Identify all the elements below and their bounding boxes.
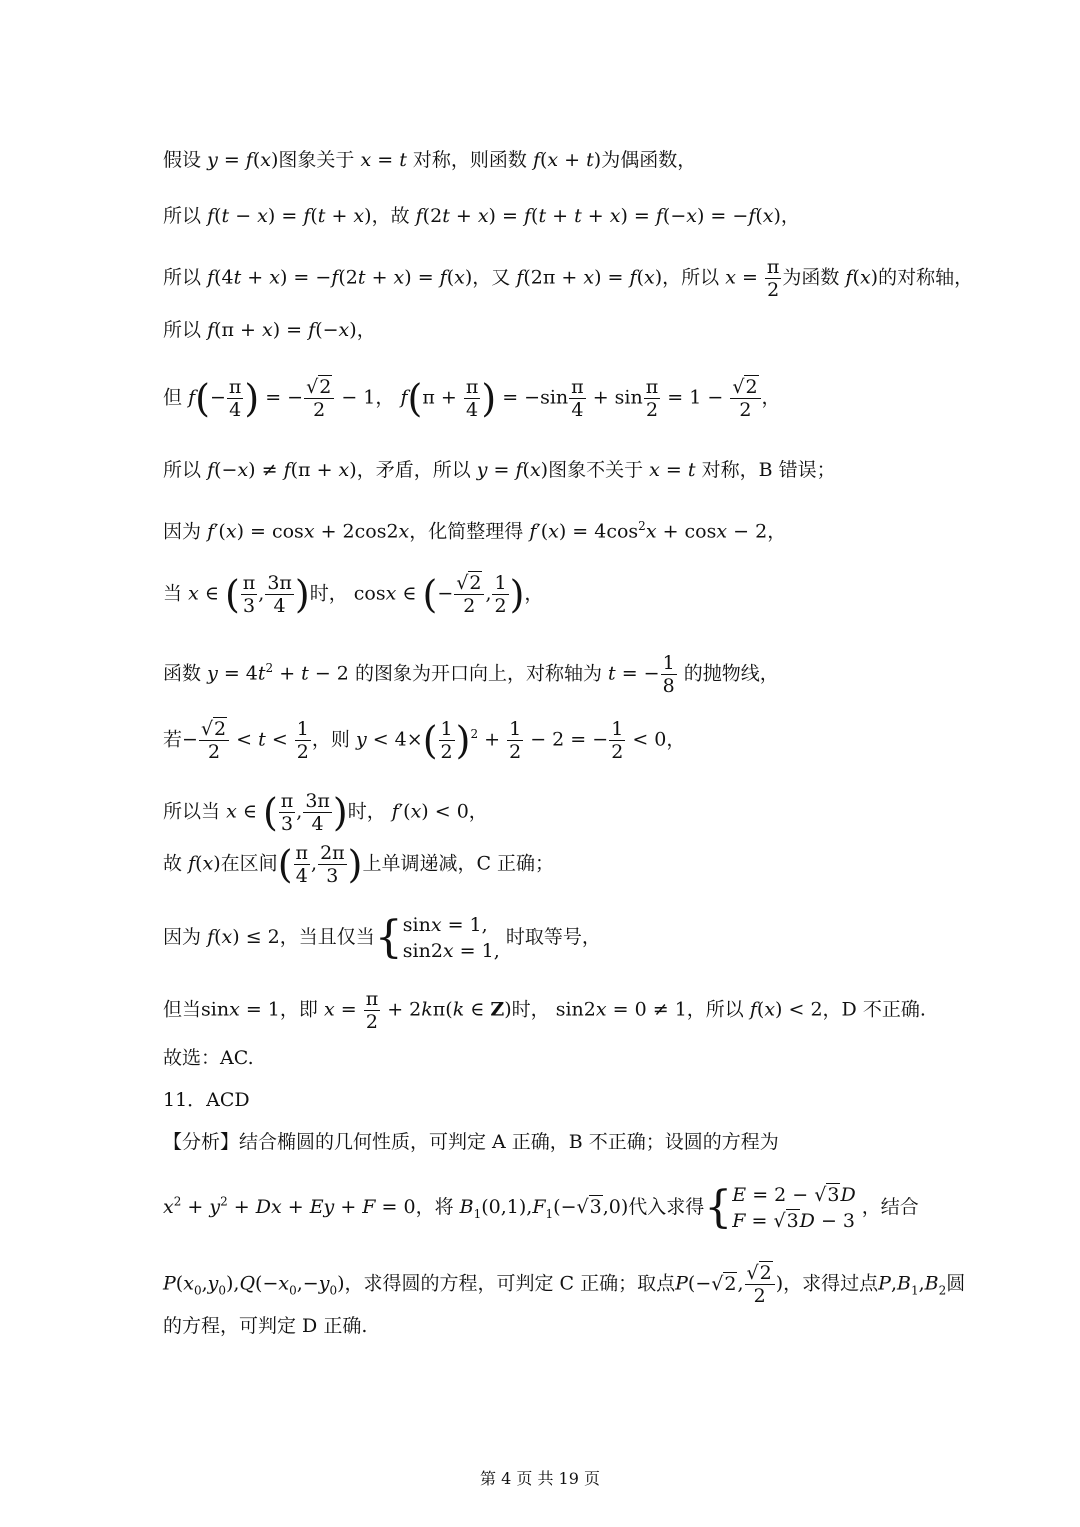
line-14: 但当sinx = 1，即 x = $\frac{\pi}{2}$ + 2kπ(k ∈ Z)时， sin2x = 0 ≠ 1，所以 f(x) < 2，D 不正确.	[163, 988, 926, 1033]
answer-line: 故选：AC.	[163, 1047, 254, 1069]
line-10: 若− $\frac{√2}{2}$ < t < $\frac{1}{2}$ ，则 y < 4×( $\frac{1}{2}$ )$^2$ + $\frac{1}{2}$ − 2 = − $\frac{1}{2}$ < 0，	[163, 718, 686, 763]
line-13: 因为 f(x) ≤ 2，当且仅当{ sinx = 1, sin2x = 1, 时取等号，	[163, 912, 601, 963]
line-19: $P(x_0,y_0),Q(-x_0,-y_0)$，求得圆的方程，可判定 C 正确；取点P(−√2, $\frac{√2}{2}$ )，求得过点$P,B_1,B_2$圆	[163, 1262, 966, 1307]
line-11: 所以当 x ∈ ( $\frac{\pi}{3}$ , $\frac{3\pi}{4}$ )时， f′(x) < 0，	[163, 790, 488, 835]
line-5: 但 f(− $\frac{\pi}{4}$ ) = − $\frac{√2}{2}$ − 1， f(π + $\frac{\pi}{4}$ ) = −sin $\frac{\pi}{4}$ + sin $\frac{\pi}{2}$ = 1 − $\frac{√2}{2}$ ，	[163, 376, 781, 421]
page-footer: 第 4 页 共 19 页	[480, 1469, 600, 1488]
line-8: 当 x ∈ ( $\frac{\pi}{3}$ , $\frac{3\pi}{4}$ )时， cosx ∈ (− $\frac{√2}{2}$ , $\frac{1}{2}$ )，	[163, 572, 544, 617]
line-1: 假设 y = f(x)图象关于 x = t 对称，则函数 f(x + t)为偶函数，	[163, 149, 697, 171]
line-4: 所以 f(π + x) = f(−x)，	[163, 319, 376, 341]
line-9: 函数 $y = 4t^2 + t - 2$ 的图象为开口向上，对称轴为 t = − $\frac{1}{8}$ 的抛物线，	[163, 652, 779, 697]
question-number: 11．ACD	[163, 1089, 250, 1111]
line-12: 故 f(x)在区间( $\frac{\pi}{4}$ , $\frac{2\pi}{3}$ )上单调递减，C 正确；	[163, 842, 555, 887]
line-3: 所以 f(4t + x) = −f(2t + x) = f(x)，又 f(2π + x) = f(x)，所以 x = $\frac{\pi}{2}$ 为函数 f(x)的对称轴，	[163, 256, 974, 301]
line-7: 因为 f′(x) = cosx + 2cos2x，化简整理得 $f'(x) = 4\cos^2x + \cos x - 2$，	[163, 519, 787, 543]
line-6: 所以 f(−x) ≠ f(π + x)，矛盾，所以 y = f(x)图象不关于 x = t 对称，B 错误；	[163, 459, 836, 481]
line-2: 所以 f(t − x) = f(t + x)，故 f(2t + x) = f(t + t + x) = f(−x) = −f(x)，	[163, 205, 800, 227]
analysis-line: 【分析】结合椭圆的几何性质，可判定 A 正确，B 不正确；设圆的方程为	[163, 1131, 779, 1153]
line-20: 的方程，可判定 D 正确.	[163, 1315, 368, 1337]
line-18: $x^2 + y^2 + Dx + Ey + F = 0$，将 $B_1(0,1),F_1(-√3,0)$代入求得{ E = 2 − √3D F = √3D − 3 ，结合	[163, 1182, 919, 1233]
